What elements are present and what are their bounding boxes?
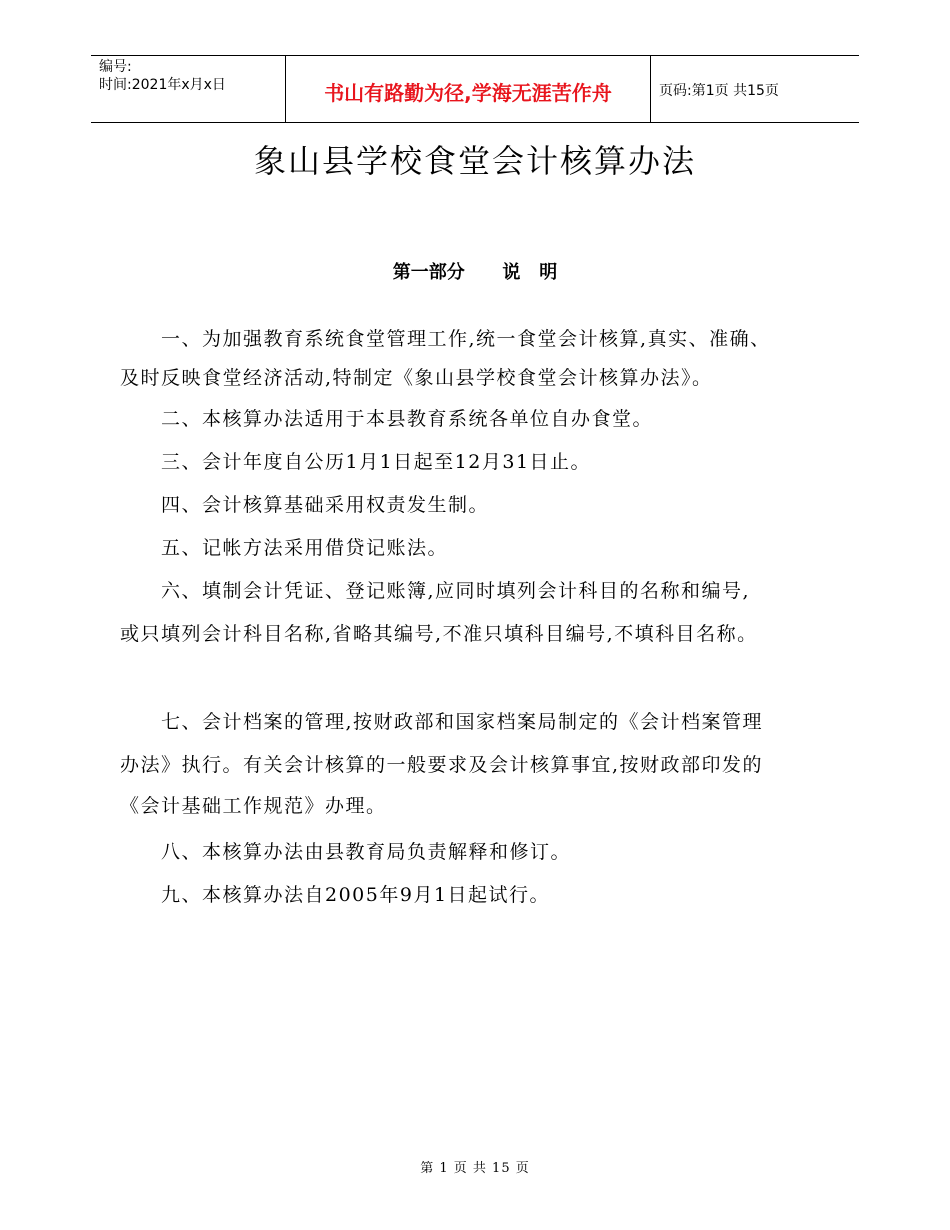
header-meta [91,56,286,122]
paragraph-line: 七、会计档案的管理,按财政部和国家档案局制定的《会计档案管理 [120,711,764,733]
paragraph-line: 九、本核算办法自2005年9月1日起试行。 [120,884,551,906]
page-header [91,55,859,123]
paragraph-line: 一、为加强教育系统食堂管理工作,统一食堂会计核算,真实、准确、 [120,328,771,350]
header-page-info: 页码:第1页 共15页 [659,83,779,99]
serial-number-label: 编号: [99,59,132,75]
section-title: 第一部分 说 明 [392,262,558,283]
paragraph-line: 五、记帐方法采用借贷记账法。 [120,537,449,559]
paragraph-line: 四、会计核算基础采用权责发生制。 [120,494,490,516]
paragraph-line: 三、会计年度自公历1月1日起至12月31日止。 [120,451,592,473]
paragraph-line: 及时反映食堂经济活动,特制定《象山县学校食堂会计核算办法》。 [120,367,713,389]
page-footer: 第 1 页 共 15 页 [420,1161,530,1176]
paragraph-line: 六、填制会计凭证、登记账簿,应同时填列会计科目的名称和编号, [120,580,751,602]
paragraph-line: 办法》执行。有关会计核算的一般要求及会计核算事宜,按财政部印发的 [120,754,764,776]
document-title: 象山县学校食堂会计核算办法 [253,142,696,180]
header-motto: 书山有路勤为径,学海无涯苦作舟 [286,56,651,122]
paragraph-line: 或只填列会计科目名称,省略其编号,不准只填科目编号,不填科目名称。 [120,623,758,645]
date-label: 时间:2021年x月x日 [99,77,226,93]
paragraph-line: 八、本核算办法由县教育局负责解释和修订。 [120,841,572,863]
paragraph-line: 《会计基础工作规范》办理。 [120,795,387,817]
paragraph-line: 二、本核算办法适用于本县教育系统各单位自办食堂。 [120,408,654,430]
